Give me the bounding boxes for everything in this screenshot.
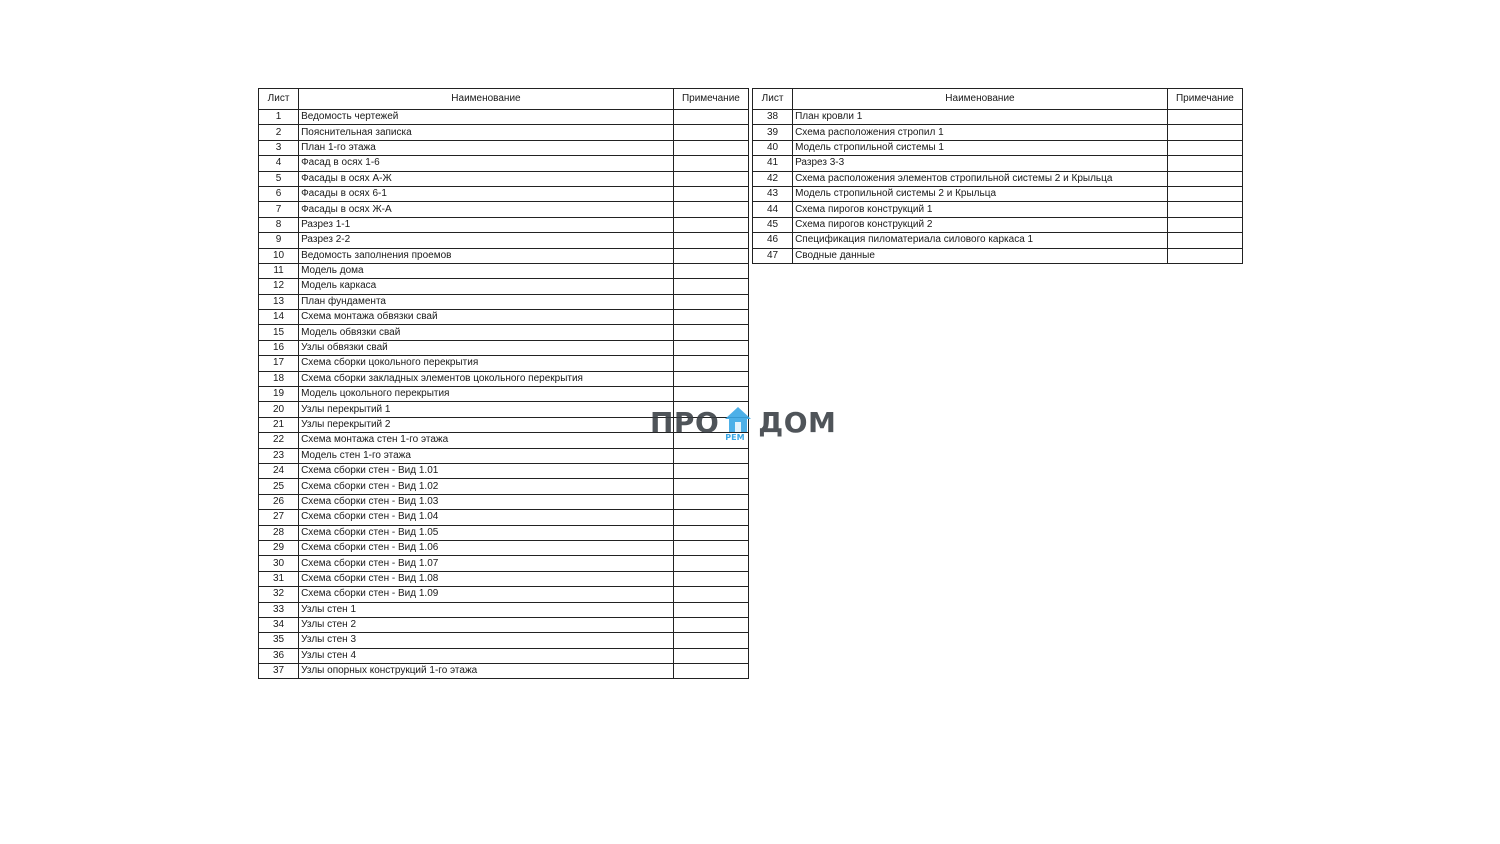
note-cell — [1167, 171, 1242, 186]
sheet-number-cell: 7 — [259, 202, 299, 217]
drawing-name-cell: Фасады в осях Ж-А — [299, 202, 674, 217]
drawing-name-cell: Ведомость чертежей — [299, 110, 674, 125]
table-row — [753, 217, 1243, 232]
drawing-name-cell: Схема расположения стропил 1 — [793, 125, 1168, 140]
note-cell — [1167, 186, 1242, 201]
table-row — [259, 648, 749, 663]
table-row — [259, 587, 749, 602]
table-row — [259, 617, 749, 632]
note-cell — [673, 248, 748, 263]
sheet-number-cell: 31 — [259, 571, 299, 586]
drawing-name-cell: Узлы стен 3 — [299, 633, 674, 648]
drawing-name-cell: Схема сборки стен - Вид 1.02 — [299, 479, 674, 494]
note-cell — [673, 186, 748, 201]
table-row — [259, 664, 749, 679]
sheet-number-cell: 4 — [259, 156, 299, 171]
note-cell — [673, 156, 748, 171]
sheet-number-cell: 45 — [753, 217, 793, 232]
table-row — [259, 310, 749, 325]
sheet-number-cell: 16 — [259, 340, 299, 355]
sheet-number-cell: 9 — [259, 233, 299, 248]
sheet-number-cell: 42 — [753, 171, 793, 186]
column-header-name: Наименование — [793, 89, 1168, 110]
table-row — [259, 494, 749, 509]
note-cell — [673, 648, 748, 663]
table-row — [753, 110, 1243, 125]
drawing-name-cell: Сводные данные — [793, 248, 1168, 263]
note-cell — [673, 587, 748, 602]
note-cell — [1167, 217, 1242, 232]
sheet-number-cell: 14 — [259, 310, 299, 325]
note-cell — [673, 387, 748, 402]
drawing-name-cell: Узлы стен 1 — [299, 602, 674, 617]
note-cell — [673, 310, 748, 325]
table-header-row — [753, 89, 1243, 110]
drawing-name-cell: Пояснительная записка — [299, 125, 674, 140]
table-row — [259, 510, 749, 525]
drawing-name-cell: Разрез 2-2 — [299, 233, 674, 248]
table-row — [259, 633, 749, 648]
table-row — [259, 340, 749, 355]
sheet-number-cell: 22 — [259, 433, 299, 448]
sheet-number-cell: 15 — [259, 325, 299, 340]
drawing-name-cell: Фасад в осях 1-6 — [299, 156, 674, 171]
drawing-name-cell: Разрез 3-3 — [793, 156, 1168, 171]
note-cell — [1167, 202, 1242, 217]
drawing-name-cell: План фундамента — [299, 294, 674, 309]
sheet-number-cell: 11 — [259, 263, 299, 278]
note-cell — [673, 479, 748, 494]
note-cell — [1167, 140, 1242, 155]
note-cell — [673, 140, 748, 155]
table-row — [259, 294, 749, 309]
table-row — [259, 217, 749, 232]
table-row — [259, 248, 749, 263]
table-row — [753, 125, 1243, 140]
note-cell — [673, 463, 748, 478]
drawing-name-cell: Узлы перекрытий 2 — [299, 417, 674, 432]
table-row — [259, 233, 749, 248]
drawing-name-cell: Схема сборки стен - Вид 1.07 — [299, 556, 674, 571]
sheet-number-cell: 43 — [753, 186, 793, 201]
note-cell — [1167, 125, 1242, 140]
drawing-name-cell: Схема монтажа стен 1-го этажа — [299, 433, 674, 448]
table-row — [259, 540, 749, 555]
table-row — [259, 186, 749, 201]
drawing-name-cell: Модель каркаса — [299, 279, 674, 294]
drawing-name-cell: Схема сборки стен - Вид 1.09 — [299, 587, 674, 602]
table-row — [259, 371, 749, 386]
sheet-number-cell: 5 — [259, 171, 299, 186]
sheet-number-cell: 13 — [259, 294, 299, 309]
table-row — [259, 202, 749, 217]
sheet-number-cell: 26 — [259, 494, 299, 509]
note-cell — [673, 510, 748, 525]
sheet-number-cell: 39 — [753, 125, 793, 140]
note-cell — [673, 356, 748, 371]
sheet-number-cell: 24 — [259, 463, 299, 478]
drawing-name-cell: Ведомость заполнения проемов — [299, 248, 674, 263]
table-row — [259, 140, 749, 155]
drawing-name-cell: Схема расположения элементов стропильной системы 2 и Крыльца — [793, 171, 1168, 186]
drawing-name-cell: Узлы перекрытий 1 — [299, 402, 674, 417]
drawing-name-cell: План 1-го этажа — [299, 140, 674, 155]
drawing-name-cell: Модель цокольного перекрытия — [299, 387, 674, 402]
note-cell — [673, 525, 748, 540]
note-cell — [673, 617, 748, 632]
note-cell — [673, 125, 748, 140]
table-row — [259, 110, 749, 125]
drawing-name-cell: Модель стен 1-го этажа — [299, 448, 674, 463]
sheet-number-cell: 12 — [259, 279, 299, 294]
table-row — [753, 140, 1243, 155]
table-row — [259, 156, 749, 171]
column-header-sheet: Лист — [753, 89, 793, 110]
sheet-number-cell: 28 — [259, 525, 299, 540]
table-row — [753, 156, 1243, 171]
drawing-name-cell: Разрез 1-1 — [299, 217, 674, 232]
sheet-number-cell: 38 — [753, 110, 793, 125]
table-row — [753, 186, 1243, 201]
drawing-name-cell: Схема сборки стен - Вид 1.05 — [299, 525, 674, 540]
sheet-number-cell: 6 — [259, 186, 299, 201]
sheet-number-cell: 18 — [259, 371, 299, 386]
table-row — [259, 479, 749, 494]
column-header-name: Наименование — [299, 89, 674, 110]
table-row — [753, 233, 1243, 248]
table-row — [259, 356, 749, 371]
sheet-number-cell: 27 — [259, 510, 299, 525]
table-row — [753, 171, 1243, 186]
note-cell — [1167, 248, 1242, 263]
drawing-name-cell: Схема монтажа обвязки свай — [299, 310, 674, 325]
note-cell — [673, 233, 748, 248]
watermark-text-right: ДОМ — [758, 405, 837, 439]
table-row — [259, 571, 749, 586]
note-cell — [673, 263, 748, 278]
table-row — [259, 387, 749, 402]
sheet-number-cell: 3 — [259, 140, 299, 155]
column-header-note: Примечание — [673, 89, 748, 110]
drawing-name-cell: Модель стропильной системы 2 и Крыльца — [793, 186, 1168, 201]
sheet-number-cell: 34 — [259, 617, 299, 632]
note-cell — [673, 340, 748, 355]
drawing-name-cell: Схема сборки стен - Вид 1.04 — [299, 510, 674, 525]
sheet-number-cell: 40 — [753, 140, 793, 155]
sheet-number-cell: 8 — [259, 217, 299, 232]
note-cell — [673, 294, 748, 309]
sheet-number-cell: 1 — [259, 110, 299, 125]
watermark-text-left: ПРО — [650, 405, 720, 439]
drawing-name-cell: Модель обвязки свай — [299, 325, 674, 340]
note-cell — [673, 371, 748, 386]
sheet-number-cell: 35 — [259, 633, 299, 648]
sheet-number-cell: 33 — [259, 602, 299, 617]
note-cell — [673, 202, 748, 217]
drawing-name-cell: Фасады в осях 6-1 — [299, 186, 674, 201]
note-cell — [673, 494, 748, 509]
sheet-number-cell: 17 — [259, 356, 299, 371]
sheet-number-cell: 46 — [753, 233, 793, 248]
drawing-name-cell: Фасады в осях А-Ж — [299, 171, 674, 186]
watermark-logo — [650, 402, 836, 442]
note-cell — [673, 571, 748, 586]
drawing-name-cell: Узлы стен 2 — [299, 617, 674, 632]
drawing-name-cell: План кровли 1 — [793, 110, 1168, 125]
note-cell — [673, 217, 748, 232]
sheet-number-cell: 32 — [259, 587, 299, 602]
note-cell — [673, 556, 748, 571]
column-header-note: Примечание — [1167, 89, 1242, 110]
note-cell — [1167, 156, 1242, 171]
drawing-name-cell: Схема сборки стен - Вид 1.08 — [299, 571, 674, 586]
sheet-number-cell: 10 — [259, 248, 299, 263]
note-cell — [1167, 233, 1242, 248]
note-cell — [673, 110, 748, 125]
drawing-name-cell: Схема пирогов конструкций 2 — [793, 217, 1168, 232]
drawings-list-table-right — [752, 88, 1243, 264]
table-row — [259, 171, 749, 186]
table-header-row — [259, 89, 749, 110]
table-row — [259, 279, 749, 294]
table-row — [753, 202, 1243, 217]
drawing-name-cell: Схема сборки стен - Вид 1.01 — [299, 463, 674, 478]
sheet-number-cell: 19 — [259, 387, 299, 402]
table-row — [259, 556, 749, 571]
drawing-name-cell: Схема сборки стен - Вид 1.06 — [299, 540, 674, 555]
drawing-name-cell: Схема сборки закладных элементов цокольного перекрытия — [299, 371, 674, 386]
sheet-number-cell: 25 — [259, 479, 299, 494]
drawing-name-cell: Схема сборки цокольного перекрытия — [299, 356, 674, 371]
watermark-subtext: РЕМ — [725, 433, 745, 442]
column-header-sheet: Лист — [259, 89, 299, 110]
sheet-number-cell: 37 — [259, 664, 299, 679]
note-cell — [673, 540, 748, 555]
table-row — [753, 248, 1243, 263]
note-cell — [673, 602, 748, 617]
table-row — [259, 325, 749, 340]
note-cell — [1167, 110, 1242, 125]
drawing-name-cell: Модель стропильной системы 1 — [793, 140, 1168, 155]
table-row — [259, 463, 749, 478]
sheet-number-cell: 30 — [259, 556, 299, 571]
note-cell — [673, 325, 748, 340]
sheet-number-cell: 20 — [259, 402, 299, 417]
table-row — [259, 448, 749, 463]
drawing-name-cell: Узлы опорных конструкций 1-го этажа — [299, 664, 674, 679]
drawing-name-cell: Схема пирогов конструкций 1 — [793, 202, 1168, 217]
drawing-name-cell: Узлы стен 4 — [299, 648, 674, 663]
sheet-number-cell: 29 — [259, 540, 299, 555]
note-cell — [673, 279, 748, 294]
drawing-name-cell: Узлы обвязки свай — [299, 340, 674, 355]
house-icon — [723, 405, 753, 442]
sheet-number-cell: 2 — [259, 125, 299, 140]
table-row — [259, 125, 749, 140]
note-cell — [673, 633, 748, 648]
sheet-number-cell: 21 — [259, 417, 299, 432]
sheet-number-cell: 44 — [753, 202, 793, 217]
sheet-number-cell: 36 — [259, 648, 299, 663]
note-cell — [673, 664, 748, 679]
drawing-name-cell: Модель дома — [299, 263, 674, 278]
drawing-name-cell: Схема сборки стен - Вид 1.03 — [299, 494, 674, 509]
table-row — [259, 263, 749, 278]
note-cell — [673, 448, 748, 463]
drawings-list-table-left — [258, 88, 749, 679]
table-row — [259, 525, 749, 540]
table-row — [259, 602, 749, 617]
sheet-number-cell: 41 — [753, 156, 793, 171]
drawing-name-cell: Спецификация пиломатериала силового каркаса 1 — [793, 233, 1168, 248]
note-cell — [673, 171, 748, 186]
sheet-number-cell: 47 — [753, 248, 793, 263]
sheet-number-cell: 23 — [259, 448, 299, 463]
